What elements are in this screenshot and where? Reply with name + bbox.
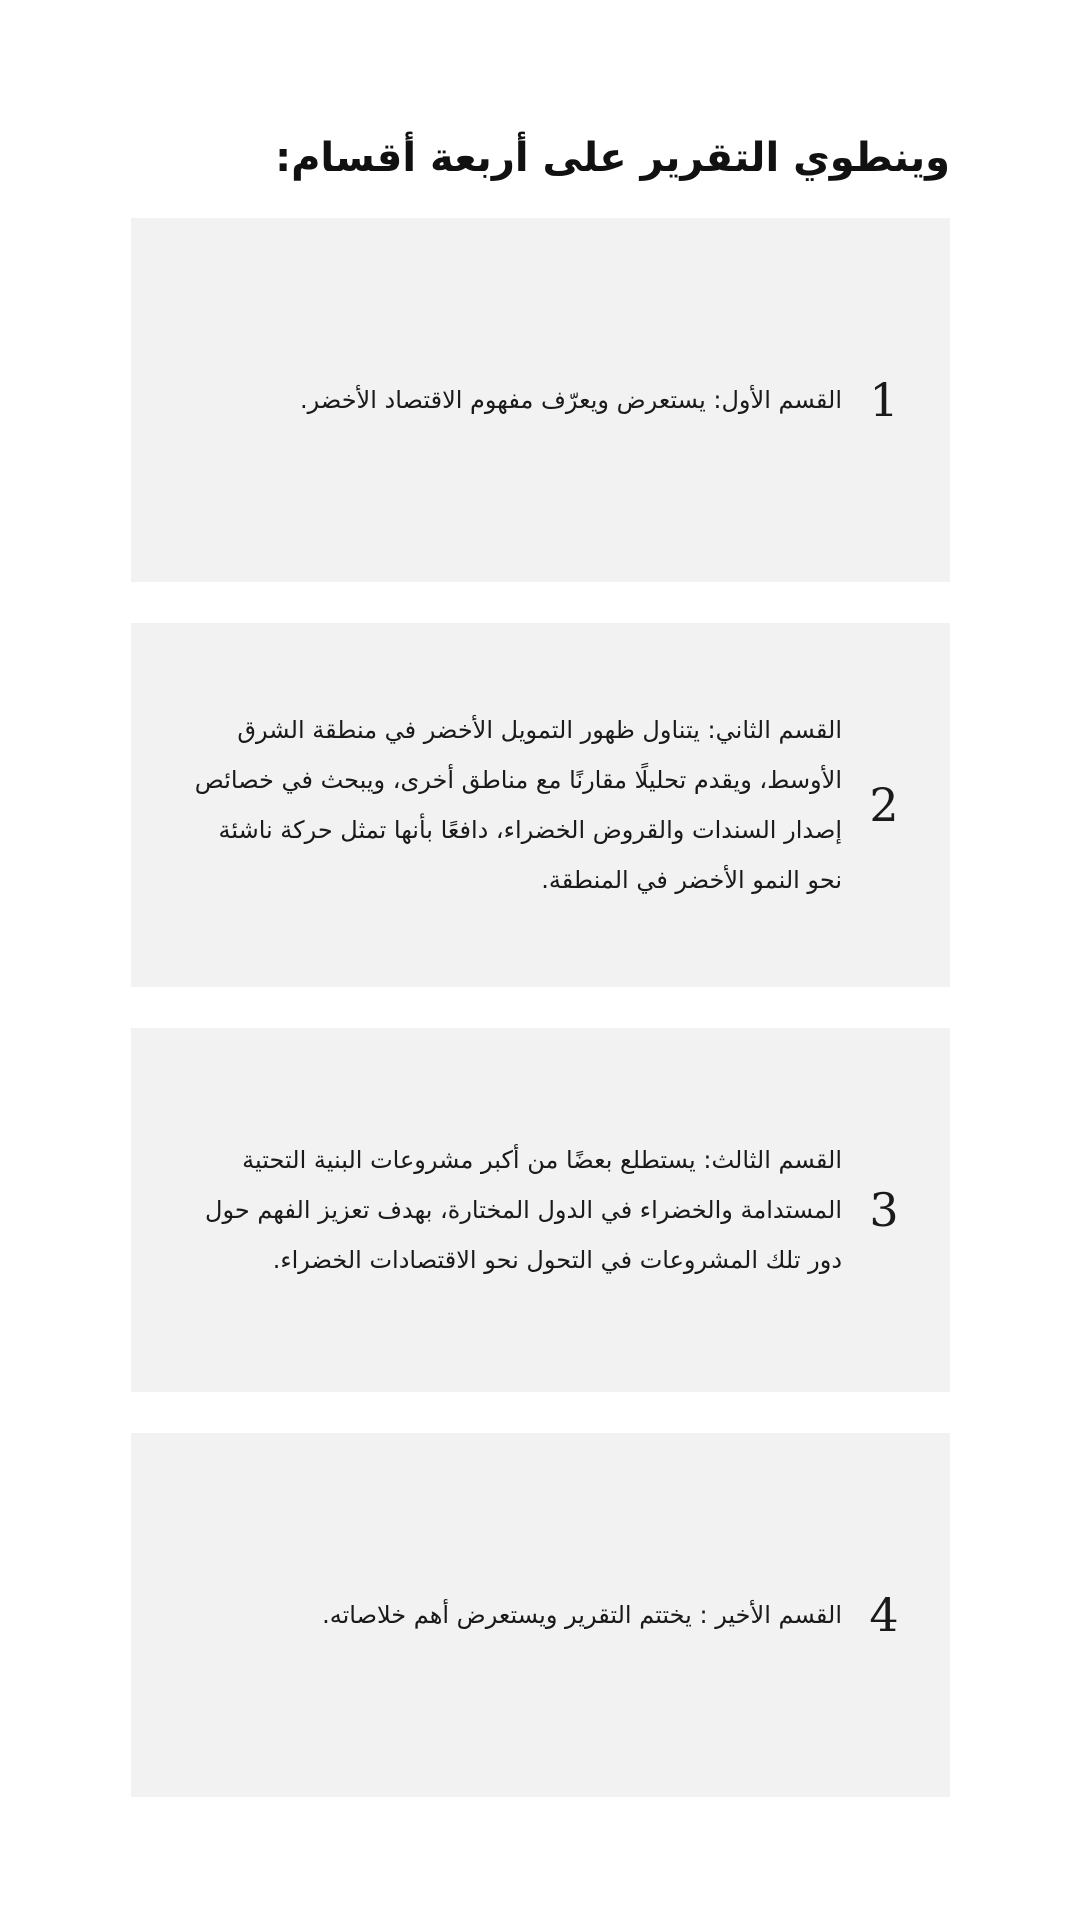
section-text: القسم الأخير : يختتم التقرير ويستعرض أهم خلاصاته.	[322, 1601, 842, 1629]
section-number: 2	[869, 778, 899, 832]
section-card-1	[131, 218, 950, 582]
section-card-2	[131, 623, 950, 987]
section-number: 3	[869, 1183, 899, 1237]
section-card-3	[131, 1028, 950, 1392]
section-text: القسم الثالث: يستطلع بعضًا من أكبر مشروعات البنية التحتية المستدامة والخضراء في الدول المختارة، بهدف تعزيز الفهم حول دور تلك المشروعات في التحول نحو الاقتصادات الخضراء.	[205, 1146, 842, 1274]
section-text: القسم الأول: يستعرض ويعرّف مفهوم الاقتصاد الأخضر.	[300, 386, 842, 414]
section-card-4	[131, 1433, 950, 1797]
section-number: 1	[869, 373, 899, 427]
section-text: القسم الثاني: يتناول ظهور التمويل الأخضر في منطقة الشرق الأوسط، ويقدم تحليلًا مقارنًا مع مناطق أخرى، ويبحث في خصائص إصدار السندات والقروض الخضراء، دافعًا بأنها تمثل حركة ناشئة نحو النمو الأخضر في المنطقة.	[194, 716, 842, 894]
page-title: وينطوي التقرير على أربعة أقسام:	[275, 135, 950, 181]
section-number: 4	[869, 1588, 899, 1642]
